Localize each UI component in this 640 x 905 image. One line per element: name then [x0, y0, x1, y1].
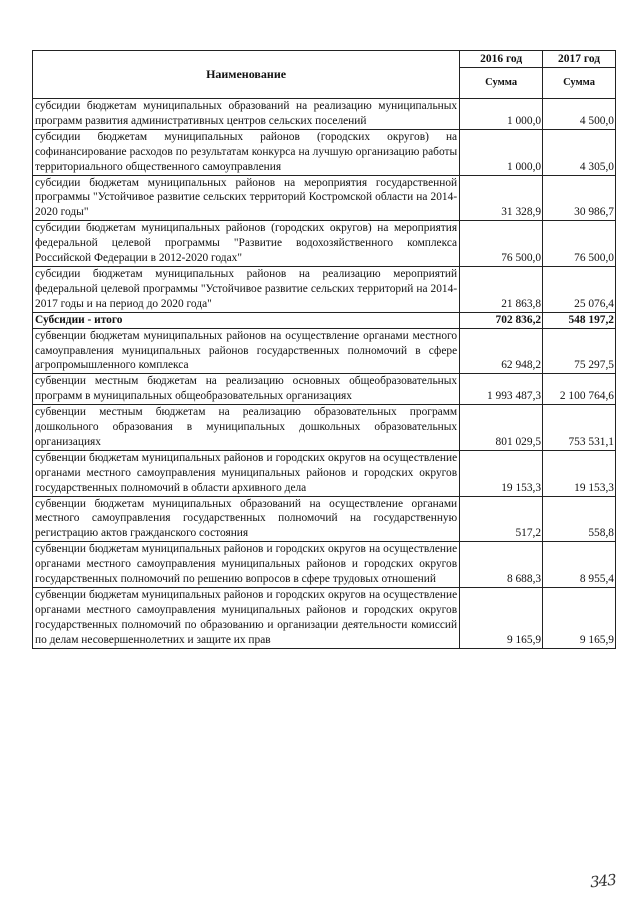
row-name-cell: субвенции бюджетам муниципальных районов и городских округов на осуществление органами местного самоуправления муниципальных районов и городских округов государственных полномочий по решению вопросов в сфере трудовых отношений: [33, 542, 460, 588]
row-amount-2017: 9 165,9: [543, 588, 616, 649]
name-column-header: Наименование: [33, 51, 460, 99]
row-amount-2016: 517,2: [460, 496, 543, 542]
row-amount-2016: 702 836,2: [460, 312, 543, 328]
total-row: [33, 312, 616, 328]
row-amount-2017: 19 153,3: [543, 450, 616, 496]
row-amount-2016: 1 993 487,3: [460, 374, 543, 405]
table-row: [33, 266, 616, 312]
row-amount-2016: 76 500,0: [460, 221, 543, 267]
row-amount-2017: 2 100 764,6: [543, 374, 616, 405]
row-name-cell: Субсидии - итого: [33, 312, 460, 328]
row-amount-2016: 801 029,5: [460, 405, 543, 451]
row-amount-2017: 4 500,0: [543, 99, 616, 130]
year-2016-header: 2016 год: [460, 51, 543, 68]
table-row: [33, 221, 616, 267]
row-amount-2017: 753 531,1: [543, 405, 616, 451]
amount-2017-header: Сумма: [543, 68, 616, 99]
row-name-cell: субсидии бюджетам муниципальных районов на реализацию мероприятий федеральной целевой программы "Устойчивое развитие сельских территорий на 2014-2017 годы и на период до 2020 года": [33, 266, 460, 312]
row-amount-2017: 30 986,7: [543, 175, 616, 221]
row-amount-2016: 21 863,8: [460, 266, 543, 312]
row-name-cell: субвенции бюджетам муниципальных районов и городских округов на осуществление органами местного самоуправления муниципальных районов и городских округов государственных полномочий в области архивного дела: [33, 450, 460, 496]
row-amount-2016: 19 153,3: [460, 450, 543, 496]
row-amount-2017: 75 297,5: [543, 328, 616, 374]
row-amount-2017: 76 500,0: [543, 221, 616, 267]
row-name-cell: субвенции местным бюджетам на реализацию образовательных программ дошкольного образования в муниципальных дошкольных образовательных организациях: [33, 405, 460, 451]
row-name-cell: субвенции бюджетам муниципальных образований на осуществление органами местного самоуправления государственных полномочий на государственную регистрацию актов гражданского состояния: [33, 496, 460, 542]
table-row: [33, 374, 616, 405]
row-amount-2017: 4 305,0: [543, 129, 616, 175]
row-amount-2017: 548 197,2: [543, 312, 616, 328]
row-amount-2016: 8 688,3: [460, 542, 543, 588]
amount-2016-header: Сумма: [460, 68, 543, 99]
row-amount-2017: 25 076,4: [543, 266, 616, 312]
row-amount-2017: 558,8: [543, 496, 616, 542]
row-amount-2017: 8 955,4: [543, 542, 616, 588]
row-amount-2016: 1 000,0: [460, 129, 543, 175]
table-row: [33, 496, 616, 542]
table-row: [33, 542, 616, 588]
table-row: [33, 450, 616, 496]
row-amount-2016: 31 328,9: [460, 175, 543, 221]
row-name-cell: субсидии бюджетам муниципальных образований на реализацию муниципальных программ развития административных центров сельских поселений: [33, 99, 460, 130]
row-name-cell: субсидии бюджетам муниципальных районов (городских округов) на мероприятия федеральной целевой программы "Развитие водохозяйственного комплекса Российской Федерации в 2012-2020 годах": [33, 221, 460, 267]
row-name-cell: субвенции местным бюджетам на реализацию основных общеобразовательных программ в муниципальных общеобразовательных организациях: [33, 374, 460, 405]
row-name-cell: субвенции бюджетам муниципальных районов на осуществление органами местного самоуправления муниципальных районов государственных полномочий в сфере агропромышленного комплекса: [33, 328, 460, 374]
table-row: [33, 405, 616, 451]
table-row: [33, 129, 616, 175]
budget-table: [32, 50, 616, 649]
row-name-cell: субвенции бюджетам муниципальных районов и городских округов на осуществление органами местного самоуправления муниципальных районов и городских округов государственных полномочий по образованию и организации деятельности комиссий по делам несовершеннолетних и защите их прав: [33, 588, 460, 649]
table-row: [33, 99, 616, 130]
table-body: [33, 99, 616, 649]
table-row: [33, 328, 616, 374]
table-header: [33, 51, 616, 99]
row-amount-2016: 1 000,0: [460, 99, 543, 130]
table-row: [33, 588, 616, 649]
handwritten-page-number: 343: [589, 870, 617, 892]
row-name-cell: субсидии бюджетам муниципальных районов (городских округов) на софинансирование расходов по результатам конкурса на лучшую организацию работы территориального общественного самоуправления: [33, 129, 460, 175]
year-2017-header: 2017 год: [543, 51, 616, 68]
row-name-cell: субсидии бюджетам муниципальных районов на мероприятия государственной программы "Устойчивое развитие сельских территорий Костромской области на 2014-2020 годы": [33, 175, 460, 221]
row-amount-2016: 62 948,2: [460, 328, 543, 374]
row-amount-2016: 9 165,9: [460, 588, 543, 649]
table-row: [33, 175, 616, 221]
budget-sheet: [32, 50, 616, 649]
